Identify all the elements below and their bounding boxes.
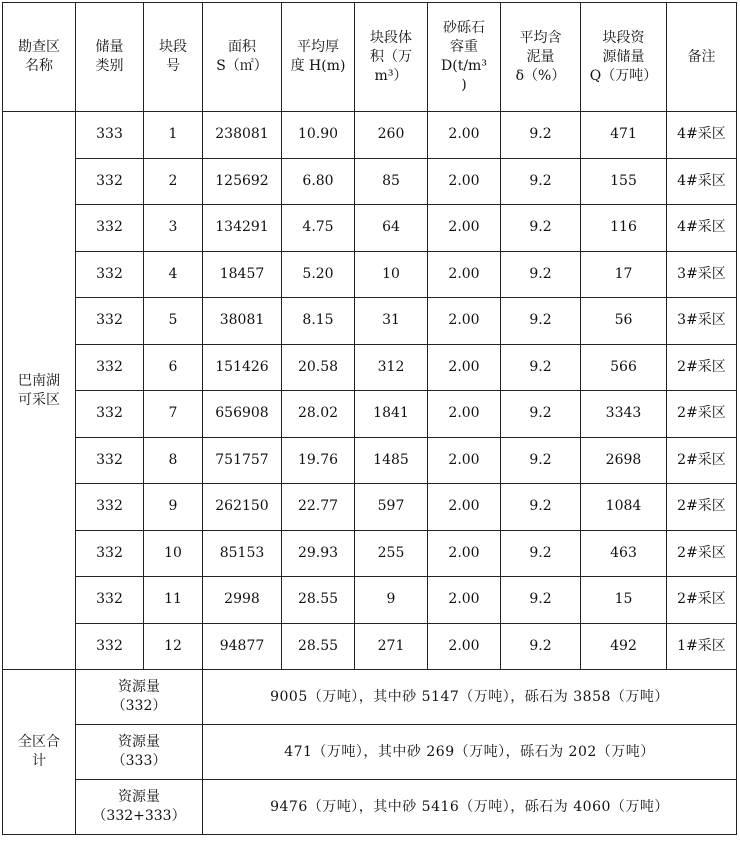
cell-volume: 64 (355, 205, 428, 252)
cell-block: 10 (144, 530, 203, 577)
table-row (3, 344, 737, 391)
cell-volume: 10 (355, 251, 428, 298)
cell-reserve: 492 (581, 623, 667, 670)
cell-volume: 85 (355, 158, 428, 205)
cell-category: 332 (76, 484, 144, 531)
summary-label-line: （333） (111, 753, 167, 769)
cell-thickness: 22.77 (282, 484, 355, 531)
summary-row (3, 780, 737, 835)
total-label-cell (3, 670, 76, 835)
cell-note: 2#采区 (667, 484, 737, 531)
cell-reserve: 116 (581, 205, 667, 252)
table-row (3, 205, 737, 252)
cell-area: 18457 (203, 251, 282, 298)
summary-text-cell: 471（万吨），其中砂 269（万吨），砾石为 202（万吨） (203, 725, 737, 780)
header-text-line: ) (461, 77, 467, 93)
cell-thickness: 28.55 (282, 623, 355, 670)
header-text-line: S（㎡） (216, 58, 268, 74)
cell-note: 4#采区 (667, 112, 737, 159)
header-text-line: 容重 (450, 39, 478, 55)
cell-density: 2.00 (428, 391, 501, 438)
cell-area: 751757 (203, 437, 282, 484)
total-label-line: 计 (32, 753, 46, 769)
header-text-line: 储量 (95, 39, 124, 55)
cell-block: 12 (144, 623, 203, 670)
summary-label-line: （332） (111, 698, 167, 714)
cell-volume: 31 (355, 298, 428, 345)
cell-category: 332 (76, 391, 144, 438)
summary-label-line: （332+333） (92, 808, 186, 824)
cell-reserve: 17 (581, 251, 667, 298)
table-row (3, 158, 737, 205)
area-name-line: 可采区 (18, 391, 60, 408)
cell-area: 238081 (203, 112, 282, 159)
summary-row (3, 670, 737, 725)
cell-mud: 9.2 (501, 344, 581, 391)
cell-density: 2.00 (428, 158, 501, 205)
cell-area: 2998 (203, 577, 282, 624)
cell-volume: 1485 (355, 437, 428, 484)
table-row (3, 484, 737, 531)
cell-block: 8 (144, 437, 203, 484)
cell-mud: 9.2 (501, 530, 581, 577)
cell-note: 3#采区 (667, 298, 737, 345)
header-text-line: 类别 (95, 58, 124, 74)
cell-density: 2.00 (428, 298, 501, 345)
cell-note: 2#采区 (667, 530, 737, 577)
header-text-line: Q（万吨） (589, 67, 658, 84)
cell-thickness: 10.90 (282, 112, 355, 159)
cell-density: 2.00 (428, 344, 501, 391)
summary-label-line: 资源量 (118, 789, 160, 805)
header-mud-content (501, 3, 581, 112)
header-text-line: 积（万 (370, 48, 412, 65)
cell-category: 332 (76, 623, 144, 670)
cell-density: 2.00 (428, 577, 501, 624)
cell-category: 332 (76, 344, 144, 391)
summary-row (3, 725, 737, 780)
cell-thickness: 6.80 (282, 158, 355, 205)
cell-thickness: 20.58 (282, 344, 355, 391)
cell-reserve: 566 (581, 344, 667, 391)
table-row (3, 437, 737, 484)
cell-volume: 1841 (355, 391, 428, 438)
reserve-table-container (2, 2, 737, 835)
cell-density: 2.00 (428, 530, 501, 577)
cell-density: 2.00 (428, 205, 501, 252)
cell-thickness: 28.55 (282, 577, 355, 624)
cell-mud: 9.2 (501, 484, 581, 531)
header-text-line: 名称 (25, 58, 53, 74)
cell-note: 1#采区 (667, 623, 737, 670)
cell-block: 4 (144, 251, 203, 298)
header-area-name (3, 3, 76, 112)
cell-note: 2#采区 (667, 577, 737, 624)
cell-thickness: 8.15 (282, 298, 355, 345)
cell-mud: 9.2 (501, 298, 581, 345)
cell-block: 2 (144, 158, 203, 205)
cell-note: 2#采区 (667, 391, 737, 438)
cell-reserve: 1084 (581, 484, 667, 531)
area-name-line: 巴南湖 (18, 372, 60, 389)
cell-reserve: 15 (581, 577, 667, 624)
cell-category: 332 (76, 530, 144, 577)
header-text-line: 平均含 (519, 29, 562, 46)
header-density (428, 3, 501, 112)
header-thickness (282, 3, 355, 112)
cell-note: 2#采区 (667, 437, 737, 484)
cell-density: 2.00 (428, 251, 501, 298)
header-text-line: 块段资 (602, 29, 645, 46)
area-name-cell (3, 112, 76, 670)
table-row (3, 251, 737, 298)
cell-reserve: 471 (581, 112, 667, 159)
header-area (203, 3, 282, 112)
cell-area: 151426 (203, 344, 282, 391)
cell-area: 656908 (203, 391, 282, 438)
table-row (3, 530, 737, 577)
header-block-no (144, 3, 203, 112)
cell-reserve: 2698 (581, 437, 667, 484)
cell-mud: 9.2 (501, 158, 581, 205)
cell-area: 38081 (203, 298, 282, 345)
cell-block: 6 (144, 344, 203, 391)
header-text-line: 平均厚 (297, 39, 339, 55)
cell-mud: 9.2 (501, 623, 581, 670)
table-row (3, 112, 737, 159)
header-text-line: 泥量 (526, 48, 555, 65)
summary-label-cell (76, 670, 203, 725)
cell-volume: 255 (355, 530, 428, 577)
summary-label-line: 资源量 (118, 734, 160, 750)
total-label-line: 全区合 (18, 734, 60, 750)
cell-category: 332 (76, 205, 144, 252)
cell-category: 333 (76, 112, 144, 159)
cell-category: 332 (76, 298, 144, 345)
cell-reserve: 463 (581, 530, 667, 577)
cell-block: 7 (144, 391, 203, 438)
cell-thickness: 19.76 (282, 437, 355, 484)
header-text-line: 面积 (228, 39, 256, 55)
cell-block: 9 (144, 484, 203, 531)
header-text-line: m³） (374, 67, 408, 84)
cell-volume: 597 (355, 484, 428, 531)
cell-note: 2#采区 (667, 344, 737, 391)
cell-density: 2.00 (428, 484, 501, 531)
cell-note: 4#采区 (667, 158, 737, 205)
cell-area: 125692 (203, 158, 282, 205)
cell-mud: 9.2 (501, 251, 581, 298)
header-text-line: 块段体 (370, 29, 412, 46)
summary-label-cell (76, 780, 203, 835)
header-volume (355, 3, 428, 112)
header-note (667, 3, 737, 112)
cell-category: 332 (76, 158, 144, 205)
cell-note: 4#采区 (667, 205, 737, 252)
header-text-line: 度 H(m) (290, 58, 346, 74)
cell-volume: 271 (355, 623, 428, 670)
summary-text-cell: 9476（万吨），其中砂 5416（万吨），砾石为 4060（万吨） (203, 780, 737, 835)
cell-reserve: 3343 (581, 391, 667, 438)
header-text-line: 源储量 (602, 48, 645, 65)
cell-area: 134291 (203, 205, 282, 252)
table-row (3, 391, 737, 438)
header-category (76, 3, 144, 112)
cell-mud: 9.2 (501, 205, 581, 252)
cell-density: 2.00 (428, 623, 501, 670)
table-row (3, 577, 737, 624)
header-reserve (581, 3, 667, 112)
cell-category: 332 (76, 577, 144, 624)
cell-note: 3#采区 (667, 251, 737, 298)
header-text-line: 砂砾石 (443, 20, 485, 36)
cell-reserve: 56 (581, 298, 667, 345)
cell-area: 85153 (203, 530, 282, 577)
cell-density: 2.00 (428, 437, 501, 484)
cell-thickness: 4.75 (282, 205, 355, 252)
cell-thickness: 28.02 (282, 391, 355, 438)
cell-thickness: 5.20 (282, 251, 355, 298)
table-row (3, 298, 737, 345)
header-text-line: 勘查区 (18, 39, 60, 55)
table-row (3, 623, 737, 670)
reserve-table (2, 2, 737, 835)
cell-thickness: 29.93 (282, 530, 355, 577)
cell-category: 332 (76, 437, 144, 484)
cell-reserve: 155 (581, 158, 667, 205)
summary-label-cell (76, 725, 203, 780)
header-text-line: D(t/m³ (441, 58, 487, 74)
cell-mud: 9.2 (501, 577, 581, 624)
cell-category: 332 (76, 251, 144, 298)
header-row (3, 3, 737, 112)
cell-density: 2.00 (428, 112, 501, 159)
cell-mud: 9.2 (501, 391, 581, 438)
summary-text-cell: 9005（万吨），其中砂 5147（万吨），砾石为 3858（万吨） (203, 670, 737, 725)
cell-volume: 260 (355, 112, 428, 159)
header-text-line: δ（%） (515, 67, 566, 84)
cell-volume: 312 (355, 344, 428, 391)
cell-area: 94877 (203, 623, 282, 670)
cell-block: 5 (144, 298, 203, 345)
cell-block: 1 (144, 112, 203, 159)
header-text-line: 块段 (159, 39, 187, 55)
cell-volume: 9 (355, 577, 428, 624)
summary-label-line: 资源量 (118, 679, 160, 695)
header-text-line: 号 (166, 58, 180, 74)
header-text-line: 备注 (687, 48, 716, 65)
cell-mud: 9.2 (501, 112, 581, 159)
cell-mud: 9.2 (501, 437, 581, 484)
cell-block: 3 (144, 205, 203, 252)
cell-block: 11 (144, 577, 203, 624)
cell-area: 262150 (203, 484, 282, 531)
